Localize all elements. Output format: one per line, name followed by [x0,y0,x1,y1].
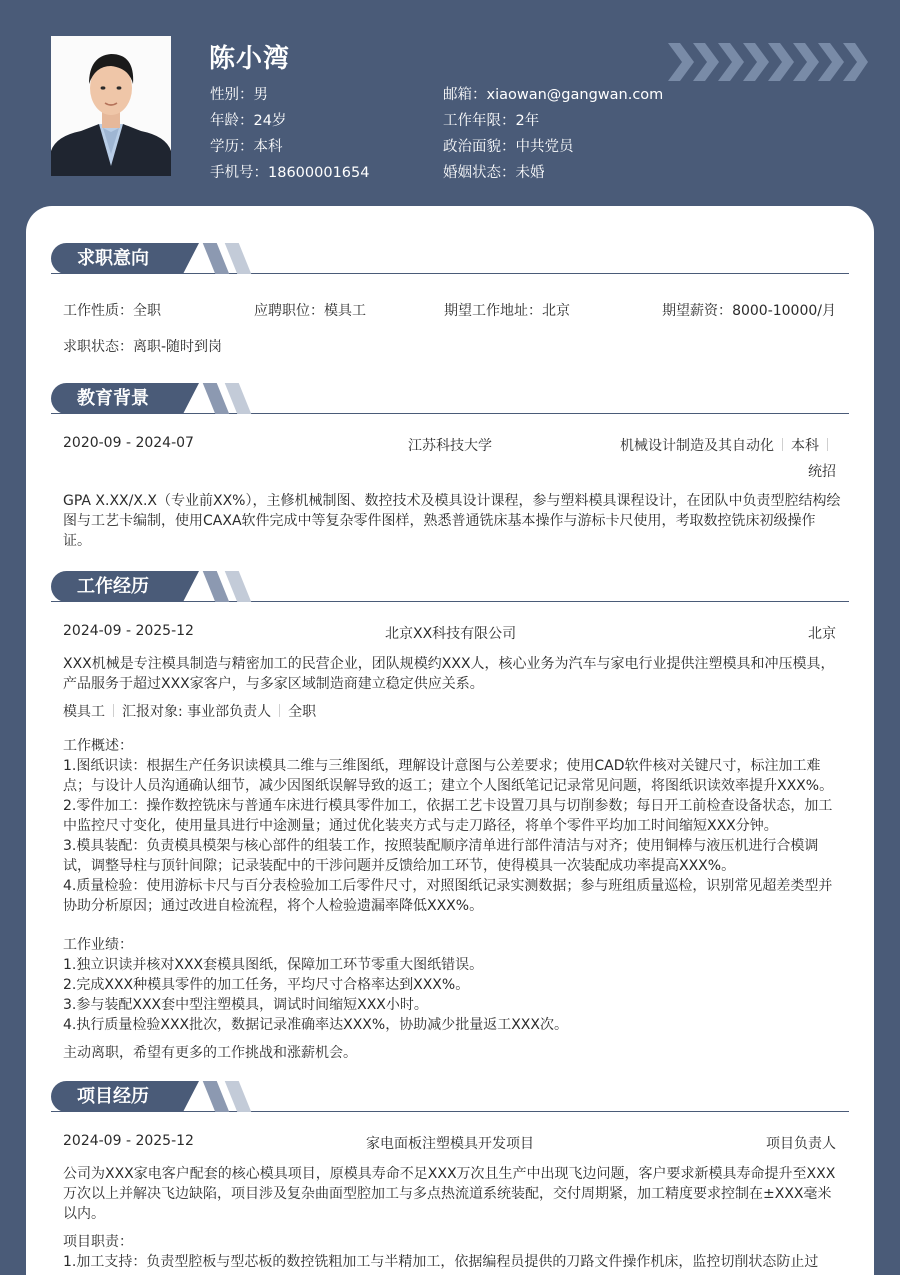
age: 年龄：24岁 [210,113,287,129]
section-header-intent [51,243,849,275]
work-report-to: 汇报对象: 事业部负责人 [122,704,272,720]
phone: 手机号：18600001654 [210,165,370,181]
education-degree: 本科 [791,438,819,454]
political-status: 政治面貌：中共党员 [443,139,574,155]
intent-type [63,300,161,320]
work-company: 北京XX科技有限公司 [385,626,517,642]
section-title: 工作经历 [51,571,183,602]
separator [113,704,114,717]
duties-title: 项目职责： [63,1234,133,1250]
education-period: 2020-09 - 2024-07 [63,435,194,451]
intent-location [444,300,570,320]
decor-slash [225,383,252,414]
work-years: 工作年限：2年 [443,113,540,129]
resume-header [0,0,900,210]
decor-slash [203,383,230,414]
achievements-title: 工作业绩： [63,937,133,953]
decor-slash [203,571,230,602]
intent-salary-label: 期望薪资： [662,303,733,319]
decor-slash [203,1081,230,1112]
work-role: 模具工 [63,704,105,720]
chevron-arrows-icon [668,43,868,81]
marital-status: 婚姻状态：未婚 [443,165,545,181]
decor-slash [225,1081,252,1112]
achievement-item: 3.参与装配XXX套中型注塑模具，调试时间缩短XXX小时。 [63,997,428,1013]
section-header-project [51,1081,849,1113]
decor-slash [203,243,230,274]
project-role: 项目负责人 [766,1136,836,1152]
education-description: GPA X.XX/X.X（专业前XX%），主修机械制图、数控技术及模具设计课程，参与塑料模具课程设计，在团队中负责型腔结构绘图与工艺卡编制，使用CAXA软件完成中等复杂零件图样，熟悉普通铣床基本操作与游标卡尺使用，考取数控铣床初级操作证。 [63,493,841,549]
candidate-name: 陈小湾 [209,44,291,74]
overview-item: 3.模具装配：负责模具模架与核心部件的组装工作，按照装配顺序清单进行部件清洁与对齐；使用铜棒与液压机进行合模调试，调整导柱与顶针间隙；记录装配中的干涉问题并反馈给加工环节，使得模具一次装配成功率提高XXX%。 [63,838,819,874]
overview-item: 4.质量检验：使用游标卡尺与百分表检验加工后零件尺寸，对照图纸记录实测数据；参与班组质量巡检，识别常见超差类型并协助分析原因；通过改进自检流程，将个人检验遗漏率降低XXX%。 [63,878,833,914]
leave-reason: 主动离职，希望有更多的工作挑战和涨薪机会。 [63,1045,357,1061]
duty-item: 1.加工支持：负责型腔板与型芯板的数控铣粗加工与半精加工，依据编程员提供的刀路文件操作机床，监控切削状态防止过 [63,1254,819,1270]
project-period: 2024-09 - 2025-12 [63,1133,194,1149]
education-major: 机械设计制造及其自动化 [620,438,774,454]
intent-status-value: 离职-随时到岗 [133,339,223,355]
avatar [51,36,171,176]
intent-position-label: 应聘职位： [254,303,324,319]
work-city: 北京 [808,626,836,642]
project-description: 公司为XXX家电客户配套的核心模具项目，原模具寿命不足XXX万次且生产中出现飞边问题，客户要求新模具寿命提升至XXX万次以上并解决飞边缺陷，项目涉及复杂曲面型腔加工与多点热流道系统装配，交付周期紧，加工精度要求控制在±XXX毫米以内。 [63,1166,836,1222]
gender: 性别：男 [210,87,268,103]
education-school: 江苏科技大学 [408,438,492,454]
overview-title: 工作概述： [63,738,133,754]
work-role-line [63,701,316,721]
section-title: 项目经历 [51,1081,183,1112]
overview-item: 1.图纸识读：根据生产任务识读模具二维与三维图纸，理解设计意图与公差要求；使用CAD软件核对关键尺寸，标注加工难点；与设计人员沟通确认细节，减少因图纸误解导致的返工；建立个人图纸笔记记录常见问题，将图纸识读效率提升XXX%。 [63,758,834,794]
separator [279,704,280,717]
education-level: 学历：本科 [210,139,283,155]
achievement-item: 1.独立识读并核对XXX套模具图纸，保障加工环节零重大图纸错误。 [63,957,484,973]
education-mode: 统招 [808,464,836,480]
decor-slash [225,243,252,274]
work-job-type: 全职 [288,704,317,720]
intent-salary [662,300,836,320]
intent-type-value: 全职 [133,303,161,319]
overview-item: 2.零件加工：操作数控铣床与普通车床进行模具零件加工，依据工艺卡设置刀具与切削参数；每日开工前检查设备状态，加工中监控尺寸变化，使用量具进行中途测量；通过优化装夹方式与走刀路径，将单个零件平均加工时间缩短XXX分钟。 [63,798,833,834]
intent-status [63,336,222,356]
section-header-education [51,383,849,415]
education-major-degree [620,435,836,455]
work-period: 2024-09 - 2025-12 [63,623,194,639]
intent-position [254,300,366,320]
achievement-item: 4.执行质量检验XXX批次，数据记录准确率达XXX%，协助减少批量返工XXX次。 [63,1017,568,1033]
achievement-item: 2.完成XXX种模具零件的加工任务，平均尺寸合格率达到XXX%。 [63,977,470,993]
intent-location-label: 期望工作地址： [444,303,542,319]
intent-status-label: 求职状态： [63,339,133,355]
project-duties [63,1232,843,1272]
project-name: 家电面板注塑模具开发项目 [366,1136,534,1152]
separator [782,438,783,451]
section-title: 教育背景 [51,383,183,414]
intent-type-label: 工作性质： [63,303,133,319]
email: 邮箱：xiaowan@gangwan.com [443,87,664,103]
work-overview [63,736,843,916]
avatar-photo-icon [51,36,171,176]
section-title: 求职意向 [51,243,183,274]
work-achievements [63,935,843,1035]
company-intro: XXX机械是专注模具制造与精密加工的民营企业，团队规模约XXX人，核心业务为汽车与家电行业提供注塑模具和冲压模具，产品服务于超过XXX家客户，与多家区域制造商建立稳定供应关系。 [63,656,835,692]
decor-slash [225,571,252,602]
separator [827,438,828,451]
intent-salary-value: 8000-10000/月 [732,303,836,319]
intent-position-value: 模具工 [324,303,366,319]
intent-location-value: 北京 [542,303,570,319]
section-header-work [51,571,849,603]
